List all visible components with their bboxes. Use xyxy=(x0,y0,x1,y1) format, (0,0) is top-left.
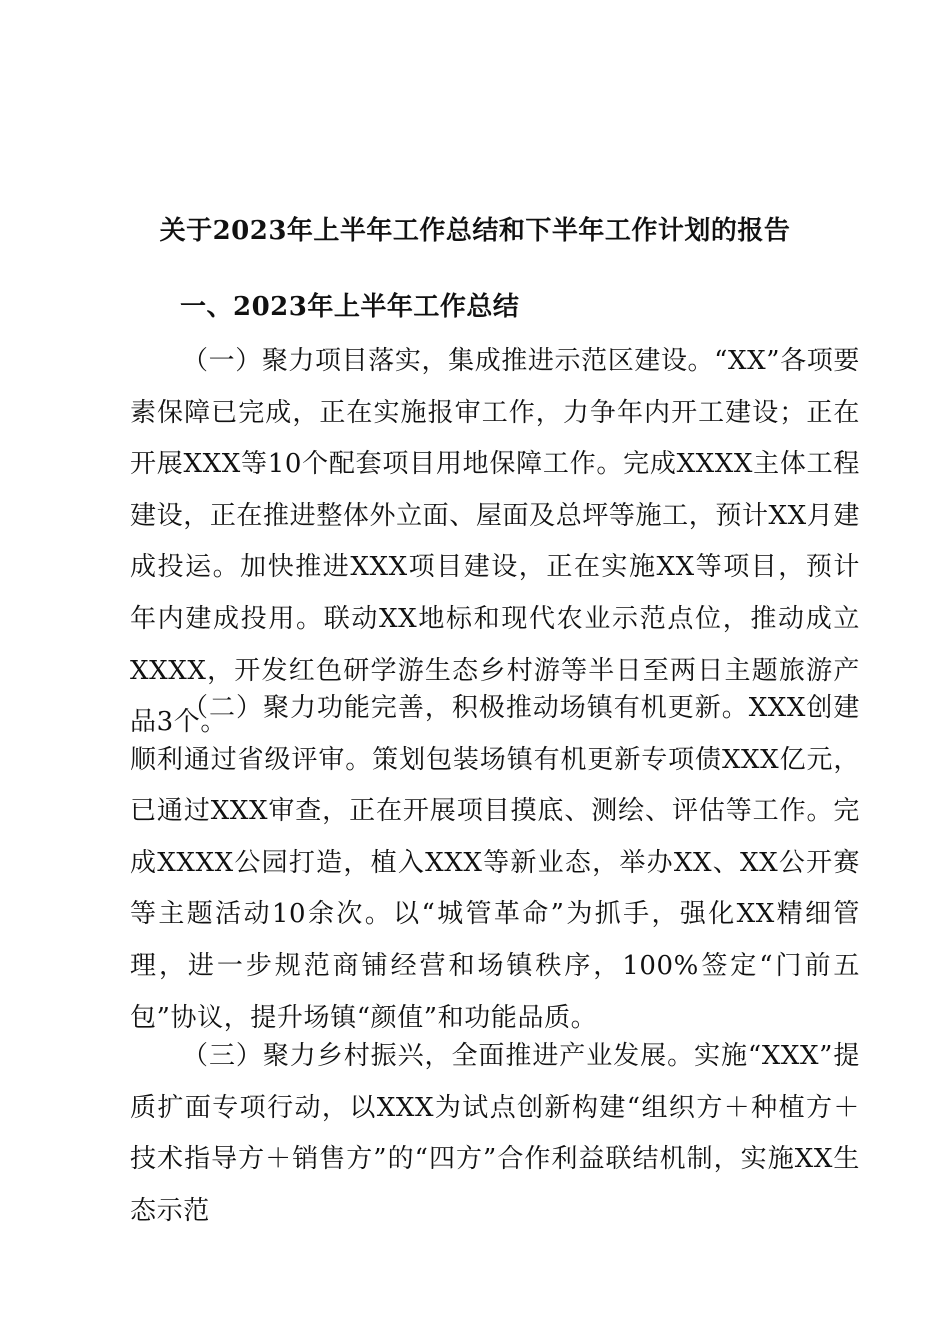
document-title: 关于2023年上半年工作总结和下半年工作计划的报告 xyxy=(159,216,791,246)
paragraph-function-improvement: （二）聚力功能完善，积极推动场镇有机更新。XXX创建顺利通过省级评审。策划包装场镇有机更新专项债XXX亿元，已通过XXX审查，正在开展项目摸底、测绘、评估等工作。完成XXXX公园打造，植入XXX等新业态，举办XX、XX公开赛等主题活动10余次。以“城管革命”为抓手，强化XX精细管理，进一步规范商铺经营和场镇秩序，100%签定“门前五包”协议，提升场镇“颜值”和功能品质。 xyxy=(130,693,860,1033)
paragraph-project-implementation: （一）聚力项目落实，集成推进示范区建设。“XX”各项要素保障已完成，正在实施报审工作，力争年内开工建设；正在开展XXX等10个配套项目用地保障工作。完成XXXX主体工程建设，正在推进整体外立面、屋面及总坪等施工，预计XX月建成投运。加快推进XXX项目建设，正在实施XX等项目，预计年内建成投用。联动XX地标和现代农业示范点位，推动成立XXXX，开发红色研学游生态乡村游等半日至两日主题旅游产品3个。 xyxy=(130,346,860,738)
paragraph-rural-revitalization: （三）聚力乡村振兴，全面推进产业发展。实施“XXX”提质扩面专项行动，以XXX为试点创新构建“组织方＋种植方＋技术指导方＋销售方”的“四方”合作利益联结机制，实施XX生态示范 xyxy=(130,1041,860,1226)
section-heading: 一、2023年上半年工作总结 xyxy=(180,292,520,322)
